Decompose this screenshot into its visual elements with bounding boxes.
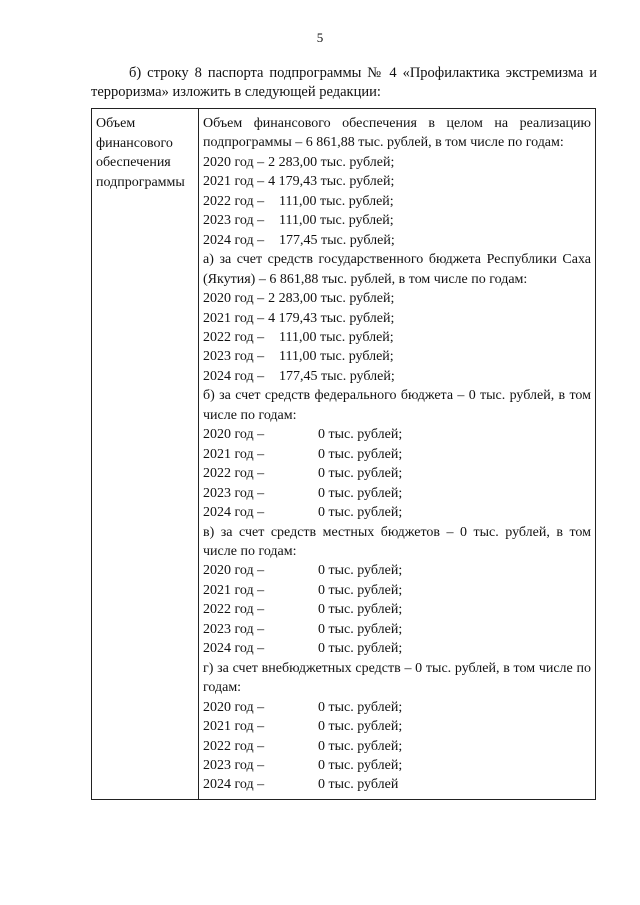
year-amount: 177,45 тыс. рублей;: [279, 368, 395, 384]
year-row: [203, 289, 591, 308]
year-amount: 0 тыс. рублей;: [318, 738, 403, 754]
year-label: 2024 год –: [203, 505, 265, 521]
year-label: 2022 год –: [203, 602, 265, 618]
state-budget-paragraph: а) за счет средств государственного бюджета Республики Саха (Якутия) – 6 861,88 тыс. рублей, в том числе по годам:: [203, 252, 591, 287]
year-label: 2024 год –: [203, 368, 265, 384]
year-amount: 0 тыс. рублей;: [318, 602, 403, 618]
year-amount: 0 тыс. рублей;: [318, 505, 403, 521]
federal-budget-paragraph: б) за счет средств федерального бюджета – 0 тыс. рублей, в том числе по годам:: [203, 388, 591, 423]
year-label: 2021 год –: [203, 446, 265, 462]
year-row: [203, 639, 591, 658]
year-amount: 111,00 тыс. рублей;: [279, 213, 394, 229]
year-label: 2023 год –: [203, 757, 265, 773]
year-amount: 0 тыс. рублей;: [318, 563, 403, 579]
year-label: 2024 год –: [203, 232, 265, 248]
label-line: финансового: [96, 135, 173, 151]
extrabudget-years: [203, 698, 591, 795]
page-number: 5: [316, 30, 324, 45]
year-row: [203, 581, 591, 600]
year-row: [203, 211, 591, 230]
year-label: 2021 год –: [203, 582, 265, 598]
year-amount: 111,00 тыс. рублей;: [279, 349, 394, 365]
label-line: подпрограммы: [96, 174, 185, 190]
year-row: [203, 309, 591, 328]
intro-paragraph: [91, 64, 597, 102]
year-label: 2022 год –: [203, 738, 265, 754]
content-cell: [199, 109, 596, 800]
year-label: 2020 год –: [203, 154, 265, 170]
year-label: 2022 год –: [203, 193, 265, 209]
year-amount: 0 тыс. рублей;: [318, 699, 403, 715]
year-label: 2024 год –: [203, 641, 265, 657]
year-amount: 111,00 тыс. рублей;: [279, 329, 394, 345]
year-amount: 0 тыс. рублей;: [318, 641, 403, 657]
year-row: [203, 347, 591, 366]
year-label: 2020 год –: [203, 699, 265, 715]
year-label: 2024 год –: [203, 777, 265, 793]
year-row: [203, 775, 591, 794]
year-row: [203, 464, 591, 483]
passport-table: [91, 108, 596, 800]
year-label: 2023 год –: [203, 621, 265, 637]
year-row: [203, 503, 591, 522]
year-row: [203, 153, 591, 172]
year-row: [203, 192, 591, 211]
federal-budget-years: [203, 425, 591, 522]
label-cell: [92, 109, 199, 800]
state-budget-years: [203, 289, 591, 386]
year-amount: 111,00 тыс. рублей;: [279, 193, 394, 209]
local-budget-years: [203, 561, 591, 658]
table-row: [92, 109, 596, 800]
year-label: 2020 год –: [203, 291, 265, 307]
year-amount: 0 тыс. рублей;: [318, 485, 403, 501]
year-amount: 0 тыс. рублей;: [318, 466, 403, 482]
local-budget-paragraph: в) за счет средств местных бюджетов – 0 тыс. рублей, в том числе по годам:: [203, 524, 591, 559]
year-label: 2021 год –: [203, 310, 265, 326]
year-row: [203, 328, 591, 347]
year-amount: 0 тыс. рублей;: [318, 621, 403, 637]
year-amount: 0 тыс. рублей: [318, 777, 399, 793]
year-label: 2020 год –: [203, 427, 265, 443]
year-label: 2021 год –: [203, 719, 265, 735]
label-line: обеспечения: [96, 155, 171, 170]
year-label: 2022 год –: [203, 329, 265, 345]
year-amount: 0 тыс. рублей;: [318, 427, 403, 443]
year-row: [203, 445, 591, 464]
year-row: [203, 425, 591, 444]
year-amount: 0 тыс. рублей;: [318, 446, 403, 462]
year-row: [203, 367, 591, 386]
year-amount: 177,45 тыс. рублей;: [279, 232, 395, 248]
year-amount: 0 тыс. рублей;: [318, 582, 403, 598]
year-row: [203, 717, 591, 736]
year-row: [203, 698, 591, 717]
year-amount: 4 179,43 тыс. рублей;: [268, 310, 395, 326]
year-row: [203, 756, 591, 775]
total-years: [203, 153, 591, 250]
label-line: Объем: [96, 116, 136, 131]
year-row: [203, 231, 591, 250]
year-amount: 0 тыс. рублей;: [318, 757, 403, 773]
year-row: [203, 172, 591, 191]
year-label: 2020 год –: [203, 563, 265, 579]
year-amount: 2 283,00 тыс. рублей;: [268, 154, 395, 170]
year-label: 2023 год –: [203, 349, 265, 365]
intro-text: б) строку 8 паспорта подпрограммы № 4 «Профилактика экстремизма и терроризма» изложить в следующей редакции:: [91, 65, 597, 100]
year-label: 2021 год –: [203, 174, 265, 190]
year-amount: 2 283,00 тыс. рублей;: [268, 291, 395, 307]
year-label: 2023 год –: [203, 213, 265, 229]
year-row: [203, 600, 591, 619]
extrabudget-paragraph: г) за счет внебюджетных средств – 0 тыс. рублей, в том числе по годам:: [203, 660, 591, 696]
year-row: [203, 561, 591, 580]
year-amount: 4 179,43 тыс. рублей;: [268, 174, 395, 190]
year-label: 2022 год –: [203, 466, 265, 482]
year-amount: 0 тыс. рублей;: [318, 719, 403, 735]
total-paragraph: Объем финансового обеспечения в целом на реализацию подпрограммы – 6 861,88 тыс. рублей, в том числе по годам:: [203, 116, 591, 151]
year-row: [203, 620, 591, 639]
year-label: 2023 год –: [203, 485, 265, 501]
year-row: [203, 484, 591, 503]
year-row: [203, 737, 591, 756]
